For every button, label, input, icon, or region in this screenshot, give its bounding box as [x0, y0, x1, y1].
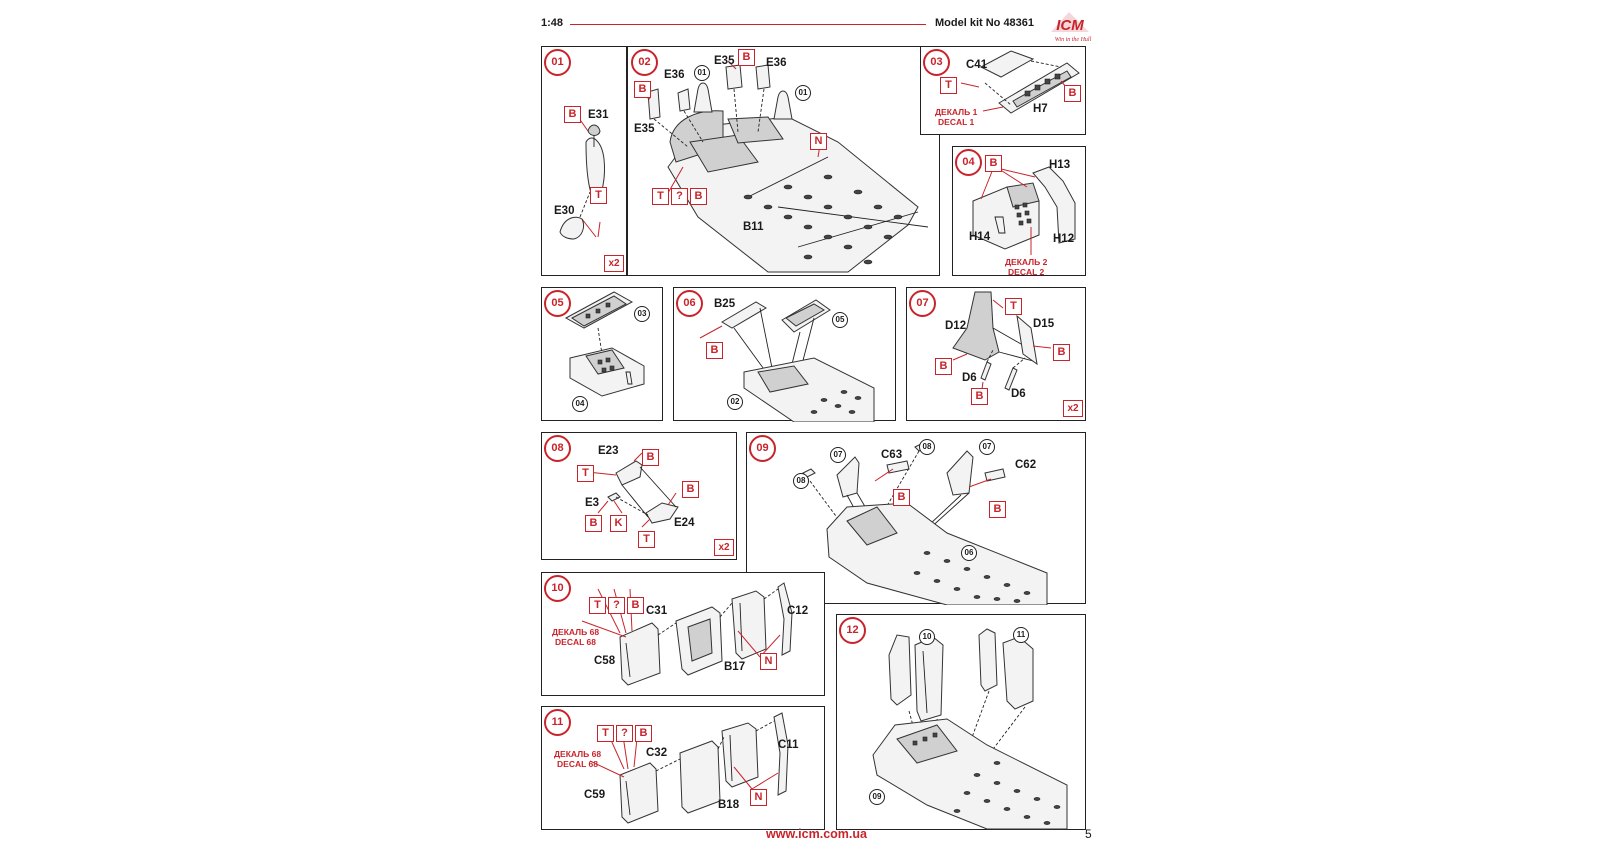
decal-en: DECAL 1 — [938, 117, 975, 127]
decal-ru: ДЕКАЛЬ 1 — [935, 107, 978, 117]
svg-text:ICM: ICM — [1056, 17, 1084, 34]
ref-step-05: 05 — [832, 312, 848, 328]
part-label-h13: H13 — [1049, 159, 1071, 171]
step-number: 08 — [544, 435, 571, 462]
paint-tag-k: K — [610, 515, 627, 532]
kit-number: Model kit No 48361 — [935, 17, 1035, 29]
decal-note — [935, 107, 977, 127]
part-label-b18: B18 — [718, 799, 740, 811]
step-08-panel — [541, 432, 737, 560]
part-label-d12: D12 — [945, 320, 967, 332]
decal-en: DECAL 2 — [1008, 267, 1045, 277]
repeat-x2-badge: x2 — [714, 539, 734, 556]
paint-tag-b: B — [985, 155, 1002, 172]
part-label-c58: C58 — [594, 655, 616, 667]
ref-step-07: 07 — [979, 439, 995, 455]
part-label-h7: H7 — [1033, 103, 1048, 115]
part-label-d6: D6 — [1011, 388, 1026, 400]
paint-tag-b: B — [1053, 344, 1070, 361]
header-rule — [570, 24, 926, 25]
part-label-c11: C11 — [778, 739, 799, 751]
paint-tag-t: T — [577, 465, 594, 482]
part-label-c59: C59 — [584, 789, 606, 801]
paint-tag-b: B — [893, 489, 910, 506]
part-label-c63: C63 — [881, 449, 903, 461]
step-number: 03 — [923, 49, 950, 76]
paint-tag-b: B — [971, 388, 988, 405]
decal-en: DECAL 68 — [557, 759, 598, 769]
part-label-e3: E3 — [585, 497, 600, 509]
ref-step-01: 01 — [694, 65, 710, 81]
repeat-x2-badge: x2 — [1063, 400, 1083, 417]
step-number: 10 — [544, 575, 571, 602]
paint-tag-b: B — [634, 81, 651, 98]
paint-tag-n: N — [750, 789, 767, 806]
part-label-e30: E30 — [554, 205, 575, 217]
step-07-panel — [906, 287, 1086, 421]
page-number: 5 — [1085, 827, 1092, 841]
paint-tag-b: B — [690, 188, 707, 205]
paint-tag-b: B — [706, 342, 723, 359]
step-11-drawing — [542, 707, 826, 831]
ref-step-01: 01 — [795, 85, 811, 101]
part-label-c31: C31 — [646, 605, 668, 617]
step-05-panel — [541, 287, 663, 421]
part-label-b25: B25 — [714, 298, 736, 310]
ref-step-08: 08 — [919, 439, 935, 455]
paint-tag-t: T — [597, 725, 614, 742]
part-label-h12: H12 — [1053, 233, 1075, 245]
step-02-drawing — [628, 47, 941, 277]
step-number: 04 — [955, 149, 982, 176]
paint-tag-b: B — [635, 725, 652, 742]
step-06-panel — [673, 287, 896, 421]
paint-tag-t: T — [940, 77, 957, 94]
scale-label: 1:48 — [541, 17, 564, 29]
step-number: 07 — [909, 290, 936, 317]
paint-tag-n: N — [810, 133, 827, 150]
decal-note — [554, 749, 601, 769]
paint-tag-b: B — [627, 597, 644, 614]
part-label-e24: E24 — [674, 517, 695, 529]
part-label-e23: E23 — [598, 445, 619, 457]
ref-step-11: 11 — [1013, 627, 1029, 643]
decal-note — [1005, 257, 1047, 277]
part-label-h14: H14 — [969, 231, 991, 243]
ref-step-08: 08 — [793, 473, 809, 489]
part-label-e36: E36 — [766, 57, 787, 69]
step-02-panel — [627, 46, 940, 276]
step-01-drawing — [542, 47, 628, 277]
paint-tag-b: B — [642, 449, 659, 466]
step-04-panel — [952, 146, 1086, 276]
part-label-c12: C12 — [787, 605, 809, 617]
paint-tag-n: N — [760, 653, 777, 670]
svg-text:Win in the Hull: Win in the Hull — [1054, 37, 1092, 43]
paint-tag-b: B — [935, 358, 952, 375]
step-number: 02 — [631, 49, 658, 76]
part-label-c62: C62 — [1015, 459, 1037, 471]
decal-ru: ДЕКАЛЬ 68 — [552, 627, 600, 637]
paint-tag-b: B — [682, 481, 699, 498]
part-label-b17: B17 — [724, 661, 746, 673]
decal-note — [552, 627, 599, 647]
decal-ru: ДЕКАЛЬ 68 — [554, 749, 602, 759]
part-label-e31: E31 — [588, 109, 609, 121]
decal-en: DECAL 68 — [555, 637, 596, 647]
paint-tag-question: ? — [608, 597, 625, 614]
paint-tag-t: T — [589, 597, 606, 614]
paint-tag-b: B — [1064, 85, 1081, 102]
part-label-c32: C32 — [646, 747, 668, 759]
ref-step-03: 03 — [634, 306, 650, 322]
ref-step-07: 07 — [830, 447, 846, 463]
paint-tag-question: ? — [616, 725, 633, 742]
part-label-e35: E35 — [634, 123, 655, 135]
paint-tag-t: T — [1005, 298, 1022, 315]
part-label-b11: B11 — [743, 221, 764, 233]
paint-tag-b: B — [989, 501, 1006, 518]
step-number: 06 — [676, 290, 703, 317]
step-10-panel — [541, 572, 825, 696]
part-label-e35: E35 — [714, 55, 735, 67]
icm-logo — [1043, 10, 1097, 46]
ref-step-02: 02 — [727, 394, 743, 410]
ref-step-09: 09 — [869, 789, 885, 805]
ref-step-10: 10 — [919, 629, 935, 645]
paint-tag-t: T — [638, 531, 655, 548]
paint-tag-question: ? — [671, 188, 688, 205]
step-number: 12 — [839, 617, 866, 644]
paint-tag-b: B — [585, 515, 602, 532]
paint-tag-t: T — [590, 187, 607, 204]
step-number: 09 — [749, 435, 776, 462]
paint-tag-t: T — [652, 188, 669, 205]
step-number: 11 — [544, 709, 571, 736]
ref-step-06: 06 — [961, 545, 977, 561]
repeat-x2-badge: x2 — [604, 255, 624, 272]
paint-tag-b: B — [738, 49, 755, 66]
decal-ru: ДЕКАЛЬ 2 — [1005, 257, 1048, 267]
part-label-c41: C41 — [966, 59, 988, 71]
step-12-panel — [836, 614, 1086, 830]
part-label-d15: D15 — [1033, 318, 1055, 330]
paint-tag-b: B — [564, 106, 581, 123]
website-link[interactable]: www.icm.com.ua — [766, 827, 867, 841]
ref-step-04: 04 — [572, 396, 588, 412]
step-number: 05 — [544, 290, 571, 317]
step-01-panel — [541, 46, 627, 276]
step-11-panel — [541, 706, 825, 830]
part-label-d6: D6 — [962, 372, 977, 384]
step-number: 01 — [544, 49, 571, 76]
part-label-e36: E36 — [664, 69, 685, 81]
step-03-panel — [920, 46, 1086, 135]
